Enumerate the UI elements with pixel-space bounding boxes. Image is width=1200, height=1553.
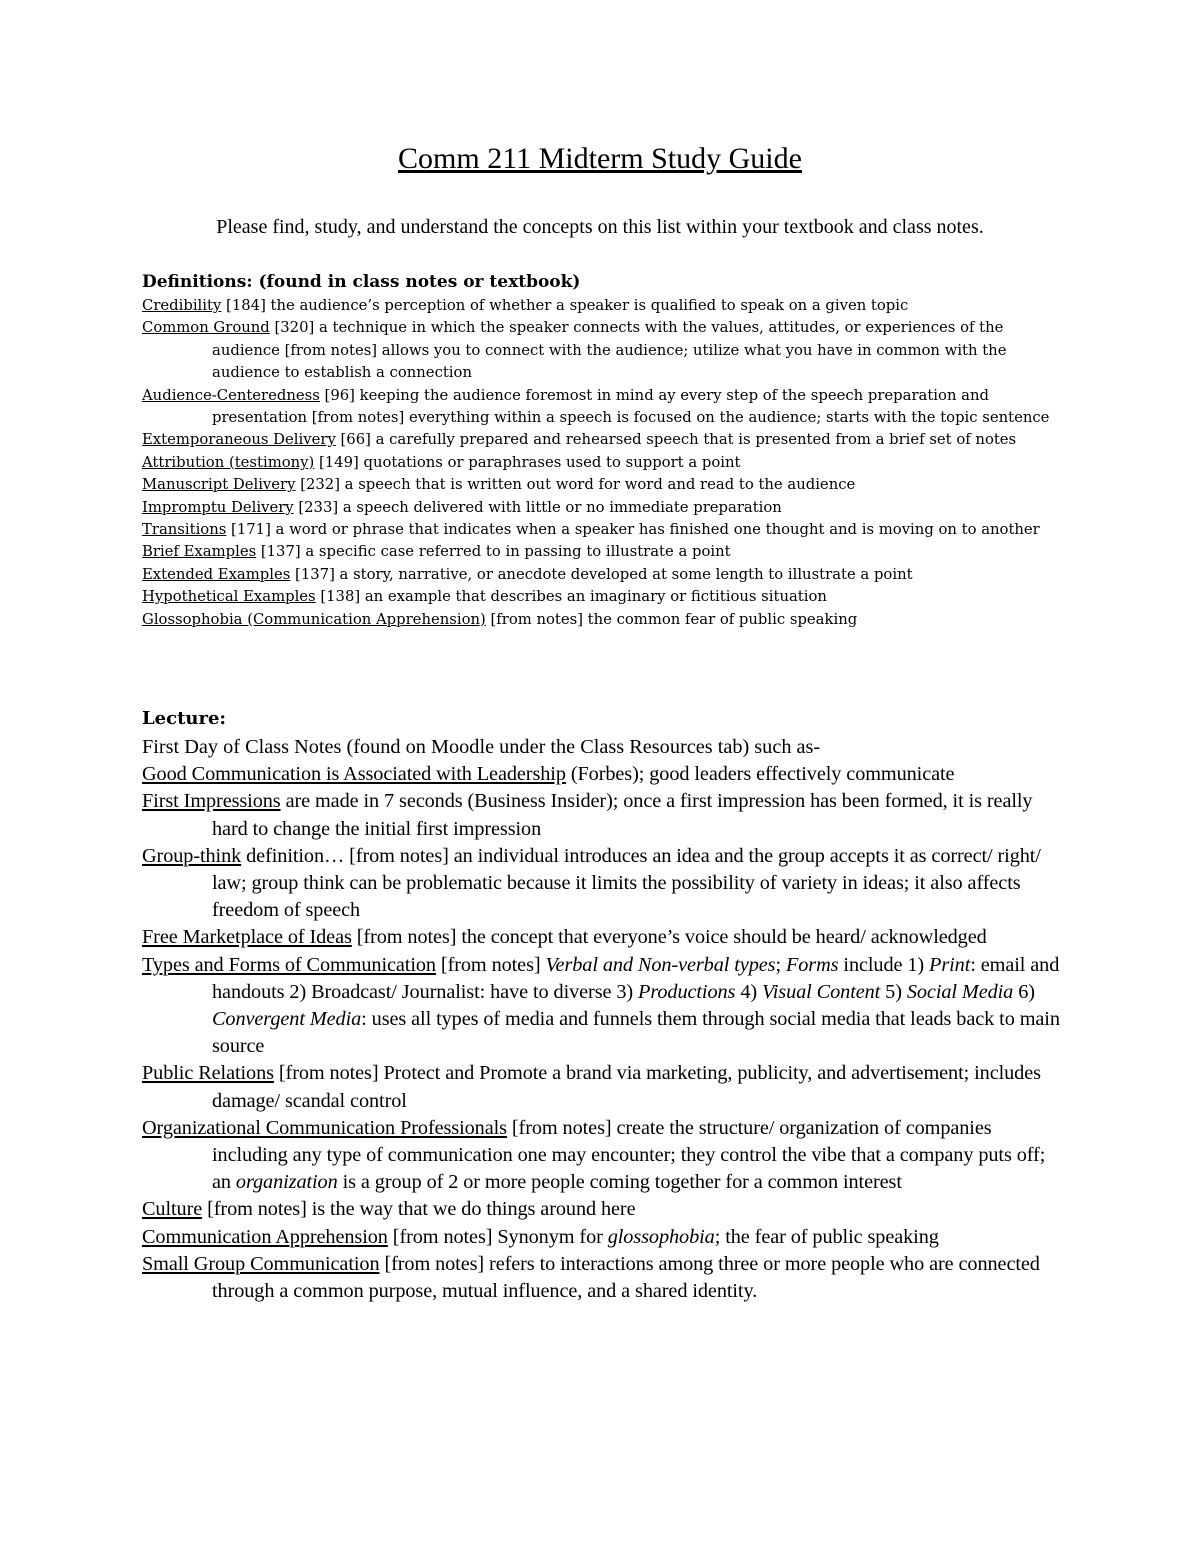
lecture-item-org: Organizational Communication Professionals [from notes] create the structure/ organization of companies including any type of communication one may encounter; they control the vibe that a company puts off; an organization is a group of 2 or more people coming together for a common interest (142, 1116, 1046, 1194)
definition-term: Credibility (142, 297, 222, 314)
lecture-item: Group-think definition… [from notes] an individual introduces an idea and the group accepts it as correct/ right/ law; group think can be problematic because it limits the possibility of variety in ideas; it also affects freedom of speech (142, 844, 1041, 922)
definition-term: Manuscript Delivery (142, 476, 296, 494)
lecture-item: Good Communication is Associated with Leadership (Forbes); good leaders effectively communicate (142, 763, 955, 786)
definition-term: Attribution (testimony) (142, 453, 315, 471)
definition-term: Extended Examples (142, 565, 291, 583)
lecture-term: Organizational Communication Professionals (142, 1116, 507, 1139)
page-title: Comm 211 Midterm Study Guide (398, 142, 802, 175)
lecture-term: Good Communication is Associated with Leadership (142, 763, 566, 786)
lecture-term: Free Marketplace of Ideas (142, 926, 352, 949)
definition-item: Common Ground [320] a technique in which the speaker connects with the values, attitudes, or experiences of the audience [from notes] allows you to connect with the audience; utilize what you have in common with the audience to establish a connection (142, 319, 1007, 382)
lecture-section (142, 706, 1062, 1305)
definition-term: Common Ground (142, 319, 270, 337)
definition-item: Attribution (testimony) [149] quotations or paraphrases used to support a point (142, 453, 741, 471)
lecture-term: Culture (142, 1198, 203, 1221)
lecture-intro-line: First Day of Class Notes (found on Moodle under the Class Resources tab) such as- (142, 736, 821, 758)
lecture-item-types: Types and Forms of Communication [from notes] Verbal and Non-verbal types; Forms include 1) Print: email and handouts 2) Broadcast/ Journalist: have to diverse 3) Productions 4) Visual Content 5) Social Media 6) Convergent Media: uses all types of media and funnels them through social media that leads back to main source (142, 953, 1060, 1058)
lecture-item: Free Marketplace of Ideas [from notes] the concept that everyone’s voice should be heard/ acknowledged (142, 926, 987, 949)
definition-item: Extended Examples [137] a story, narrative, or anecdote developed at some length to illustrate a point (142, 565, 913, 583)
definition-item: Audience-Centeredness [96] keeping the audience foremost in mind ay every step of the speech preparation and presentation [from notes] everything within a speech is focused on the audience; starts with the topic sentence (142, 386, 1050, 427)
lecture-item: Culture [from notes] is the way that we do things around here (142, 1198, 636, 1221)
definition-term: Glossophobia (Communication Apprehension) (142, 610, 486, 628)
lecture-heading: Lecture: (142, 708, 227, 729)
definitions-section (142, 270, 1062, 631)
definition-term: Transitions (142, 521, 227, 539)
lecture-item-ca: Communication Apprehension [from notes] Synonym for glossophobia; the fear of public speaking (142, 1225, 939, 1248)
definitions-heading: Definitions: (found in class notes or textbook) (142, 272, 581, 292)
lecture-item: Public Relations [from notes] Protect and Promote a brand via marketing, publicity, and advertisement; includes damage/ scandal control (142, 1062, 1041, 1112)
definition-item: Manuscript Delivery [232] a speech that is written out word for word and read to the audience (142, 476, 856, 494)
definition-item: Brief Examples [137] a specific case referred to in passing to illustrate a point (142, 543, 731, 561)
lecture-item: First Impressions are made in 7 seconds (Business Insider); once a first impression has been formed, it is really hard to change the initial first impression (142, 790, 1033, 840)
definition-item: Credibility [184] the audience’s perception of whether a speaker is qualified to speak on a given topic (142, 297, 909, 314)
lecture-term: First Impressions (142, 790, 281, 813)
lecture-term: Small Group Communication (142, 1252, 380, 1275)
definition-item: Impromptu Delivery [233] a speech delivered with little or no immediate preparation (142, 498, 782, 516)
definition-term: Audience-Centeredness (142, 386, 320, 404)
lecture-term: Types and Forms of Communication (142, 953, 436, 976)
lecture-term: Group-think (142, 844, 242, 867)
definition-term: Brief Examples (142, 543, 257, 561)
definition-item: Extemporaneous Delivery [66] a carefully prepared and rehearsed speech that is presented from a brief set of notes (142, 431, 1017, 449)
definition-term: Extemporaneous Delivery (142, 431, 336, 449)
definition-item: Glossophobia (Communication Apprehension) [from notes] the common fear of public speaking (142, 610, 858, 628)
definition-item: Hypothetical Examples [138] an example that describes an imaginary or fictitious situation (142, 588, 827, 606)
intro-text: Please find, study, and understand the concepts on this list within your textbook and class notes. (216, 216, 984, 238)
lecture-term: Communication Apprehension (142, 1225, 388, 1248)
lecture-item: Small Group Communication [from notes] refers to interactions among three or more people who are connected through a common purpose, mutual influence, and a shared identity. (142, 1252, 1040, 1303)
lecture-term: Public Relations (142, 1062, 274, 1085)
definition-term: Impromptu Delivery (142, 498, 294, 516)
definition-item: Transitions [171] a word or phrase that indicates when a speaker has finished one thought and is moving on to another (142, 521, 1040, 539)
definition-term: Hypothetical Examples (142, 588, 316, 606)
